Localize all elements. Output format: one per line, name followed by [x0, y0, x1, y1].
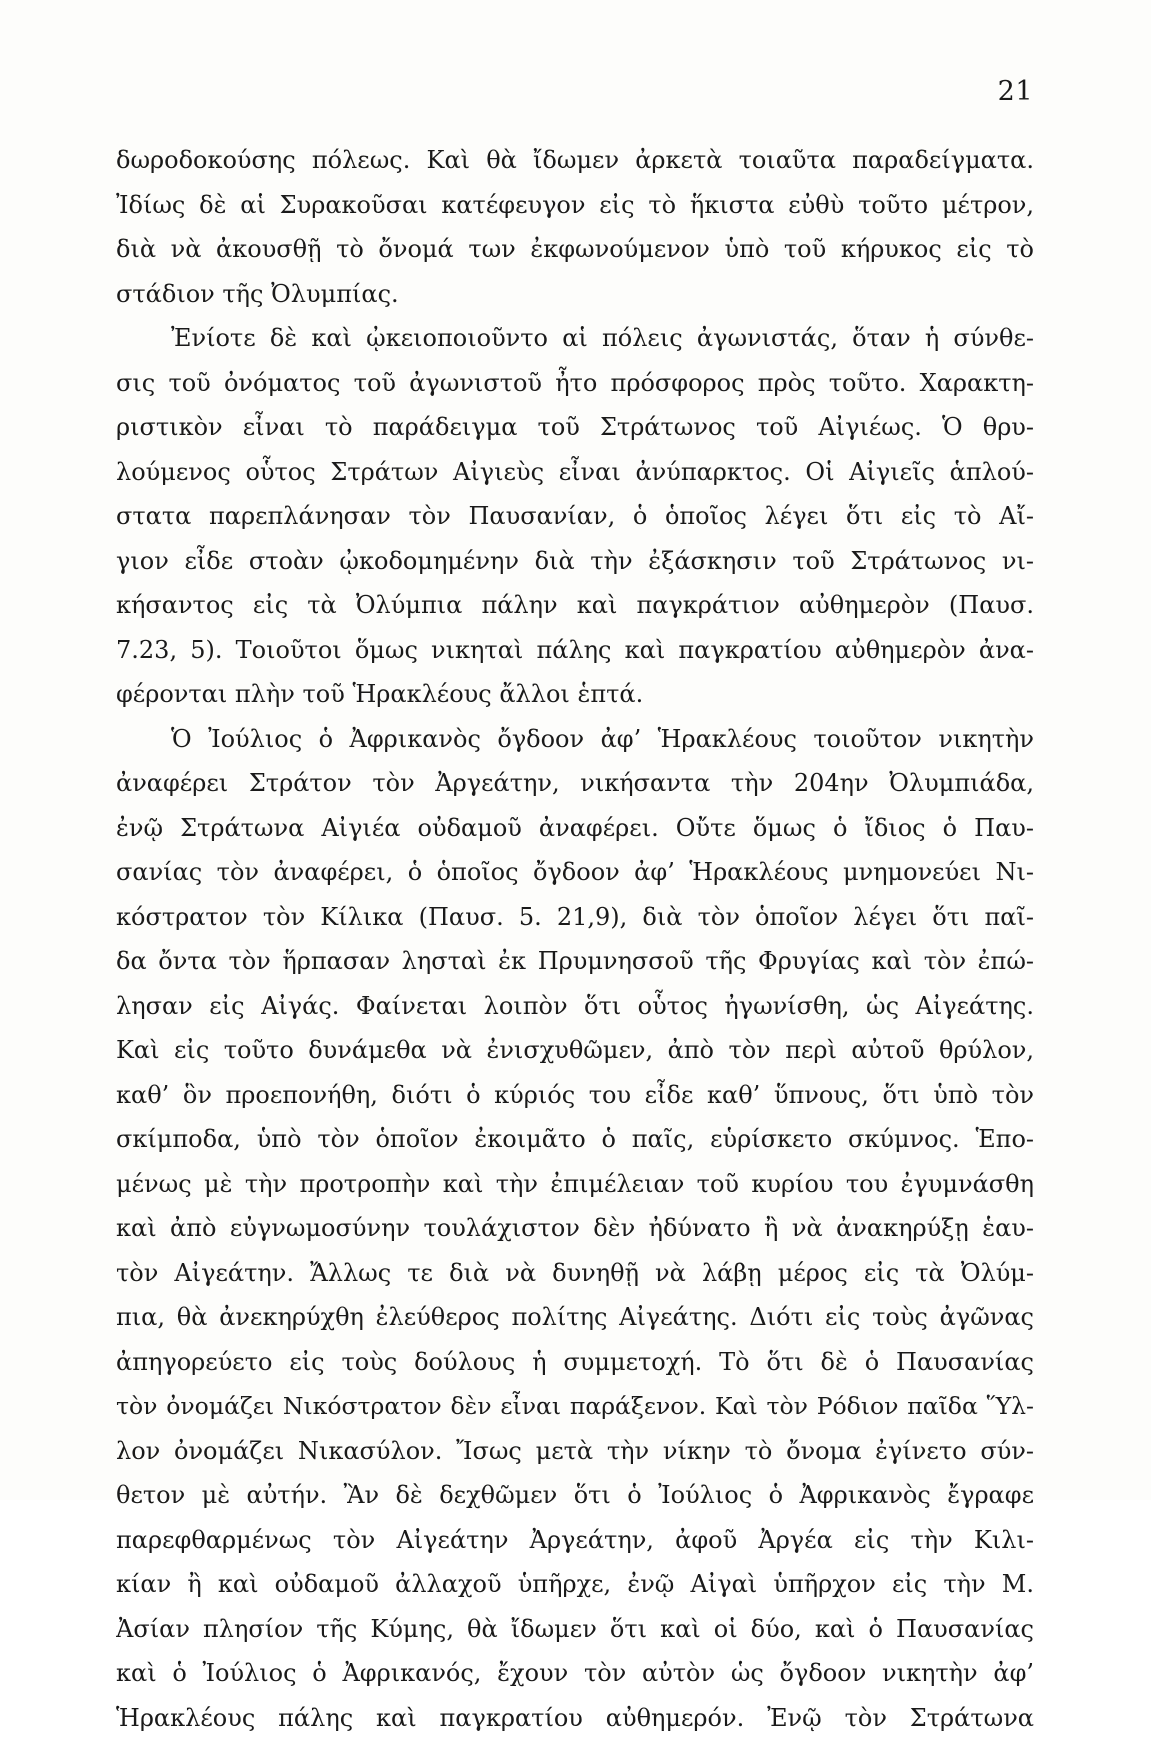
text-line: μένως μὲ τὴν προτροπὴν καὶ τὴν ἐπιμέλειαν τοῦ κυρίου του ἐγυμνάσθη — [116, 1162, 1034, 1207]
text-line: φέρονται πλὴν τοῦ Ἡρακλέους ἄλλοι ἑπτά. — [116, 672, 1034, 717]
text-line: δωροδοκούσης πόλεως. Καὶ θὰ ἴδωμεν ἀρκετὰ τοιαῦτα παραδείγματα. — [116, 138, 1034, 183]
text-line: τὸν Αἰγεάτην. Ἄλλως τε διὰ νὰ δυνηθῇ νὰ λάβῃ μέρος εἰς τὰ Ὀλύμ- — [116, 1251, 1034, 1296]
text-line: παρεφθαρμένως τὸν Αἰγεάτην Ἀργεάτην, ἀφοῦ Ἀργέα εἰς τὴν Κιλι- — [116, 1518, 1034, 1563]
text-line: κίαν ἢ καὶ οὐδαμοῦ ἀλλαχοῦ ὑπῆρχε, ἐνῷ Αἰγαὶ ὑπῆρχον εἰς τὴν Μ. — [116, 1562, 1034, 1607]
text-line: τὸν ὀνομάζει Νικόστρατον δὲν εἶναι παράξενον. Καὶ τὸν Ρόδιον παῖδα Ὕλ- — [116, 1384, 1034, 1429]
text-line: λησαν εἰς Αἰγάς. Φαίνεται λοιπὸν ὅτι οὗτος ἠγωνίσθη, ὡς Αἰγεάτης. — [116, 984, 1034, 1029]
text-line: Ἀσίαν πλησίον τῆς Κύμης, θὰ ἴδωμεν ὅτι καὶ οἱ δύο, καὶ ὁ Παυσανίας — [116, 1607, 1034, 1652]
text-line: Καὶ εἰς τοῦτο δυνάμεθα νὰ ἐνισχυθῶμεν, ἀπὸ τὸν περὶ αὐτοῦ θρύλον, — [116, 1028, 1034, 1073]
text-line: πια, θὰ ἀνεκηρύχθη ἐλεύθερος πολίτης Αἰγεάτης. Διότι εἰς τοὺς ἀγῶνας — [116, 1295, 1034, 1340]
text-line: σανίας τὸν ἀναφέρει, ὁ ὁποῖος ὄγδοον ἀφ’ Ἡρακλέους μνημονεύει Νι- — [116, 850, 1034, 895]
text-line: λούμενος οὗτος Στράτων Αἰγιεὺς εἶναι ἀνύπαρκτος. Οἱ Αἰγιεῖς ἁπλού- — [116, 450, 1034, 495]
text-line: Ἡρακλέους πάλης καὶ παγκρατίου αὐθημερόν. Ἐνῷ τὸν Στράτωνα — [116, 1696, 1034, 1740]
text-line: στατα παρεπλάνησαν τὸν Παυσανίαν, ὁ ὁποῖος λέγει ὅτι εἰς τὸ Αἴ- — [116, 494, 1034, 539]
text-line: σκίμποδα, ὑπὸ τὸν ὁποῖον ἐκοιμᾶτο ὁ παῖς, εὑρίσκετο σκύμνος. Ἑπο- — [116, 1117, 1034, 1162]
text-line: δα ὄντα τὸν ἥρπασαν λησταὶ ἐκ Πρυμνησσοῦ τῆς Φρυγίας καὶ τὸν ἐπώ- — [116, 939, 1034, 984]
text-line: στάδιον τῆς Ὀλυμπίας. — [116, 272, 1034, 317]
text-line: Ἰδίως δὲ αἱ Συρακοῦσαι κατέφευγον εἰς τὸ ἥκιστα εὐθὺ τοῦτο μέτρον, — [116, 183, 1034, 228]
text-line: Ὁ Ἰούλιος ὁ Ἀφρικανὸς ὄγδοον ἀφ’ Ἡρακλέους τοιοῦτον νικητὴν — [116, 717, 1034, 762]
text-line: κόστρατον τὸν Κίλικα (Παυσ. 5. 21,9), διὰ τὸν ὁποῖον λέγει ὅτι παῖ- — [116, 895, 1034, 940]
text-line: σις τοῦ ὀνόματος τοῦ ἀγωνιστοῦ ἦτο πρόσφορος πρὸς τοῦτο. Χαρακτη- — [116, 361, 1034, 406]
text-line: κήσαντος εἰς τὰ Ὀλύμπια πάλην καὶ παγκράτιον αὐθημερὸν (Παυσ. — [116, 583, 1034, 628]
text-line: καὶ ὁ Ἰούλιος ὁ Ἀφρικανός, ἔχουν τὸν αὐτὸν ὡς ὄγδοον νικητὴν ἀφ’ — [116, 1651, 1034, 1696]
text-line: 7.23, 5). Τοιοῦτοι ὅμως νικηταὶ πάλης καὶ παγκρατίου αὐθημερὸν ἀνα- — [116, 628, 1034, 673]
text-line: λον ὀνομάζει Νικασύλον. Ἴσως μετὰ τὴν νίκην τὸ ὄνομα ἐγίνετο σύν- — [116, 1429, 1034, 1474]
text-line: καὶ ἀπὸ εὐγνωμοσύνην τουλάχιστον δὲν ἠδύνατο ἢ νὰ ἀνακηρύξῃ ἑαυ- — [116, 1206, 1034, 1251]
text-line: γιον εἶδε στοὰν ᾠκοδομημένην διὰ τὴν ἐξάσκησιν τοῦ Στράτωνος νι- — [116, 539, 1034, 584]
text-line: ἀπηγορεύετο εἰς τοὺς δούλους ἡ συμμετοχή. Τὸ ὅτι δὲ ὁ Παυσανίας — [116, 1340, 1034, 1385]
text-line: καθ’ ὃν προεπονήθη, διότι ὁ κύριός του εἶδε καθ’ ὕπνους, ὅτι ὑπὸ τὸν — [116, 1073, 1034, 1118]
text-line: διὰ νὰ ἀκουσθῇ τὸ ὄνομά των ἐκφωνούμενον ὑπὸ τοῦ κήρυκος εἰς τὸ — [116, 227, 1034, 272]
page-number: 21 — [998, 76, 1033, 108]
text-line: θετον μὲ αὐτήν. Ἂν δὲ δεχθῶμεν ὅτι ὁ Ἰούλιος ὁ Ἀφρικανὸς ἔγραφε — [116, 1473, 1034, 1518]
text-line: Ἐνίοτε δὲ καὶ ᾠκειοποιοῦντο αἱ πόλεις ἀγωνιστάς, ὅταν ἡ σύνθε- — [116, 316, 1034, 361]
text-line: ἀναφέρει Στράτον τὸν Ἀργεάτην, νικήσαντα τὴν 204ην Ὀλυμπιάδα, — [116, 761, 1034, 806]
text-line: ριστικὸν εἶναι τὸ παράδειγμα τοῦ Στράτωνος τοῦ Αἰγιέως. Ὁ θρυ- — [116, 405, 1034, 450]
text-line: ἐνῷ Στράτωνα Αἰγιέα οὐδαμοῦ ἀναφέρει. Οὔτε ὅμως ὁ ἴδιος ὁ Παυ- — [116, 806, 1034, 851]
